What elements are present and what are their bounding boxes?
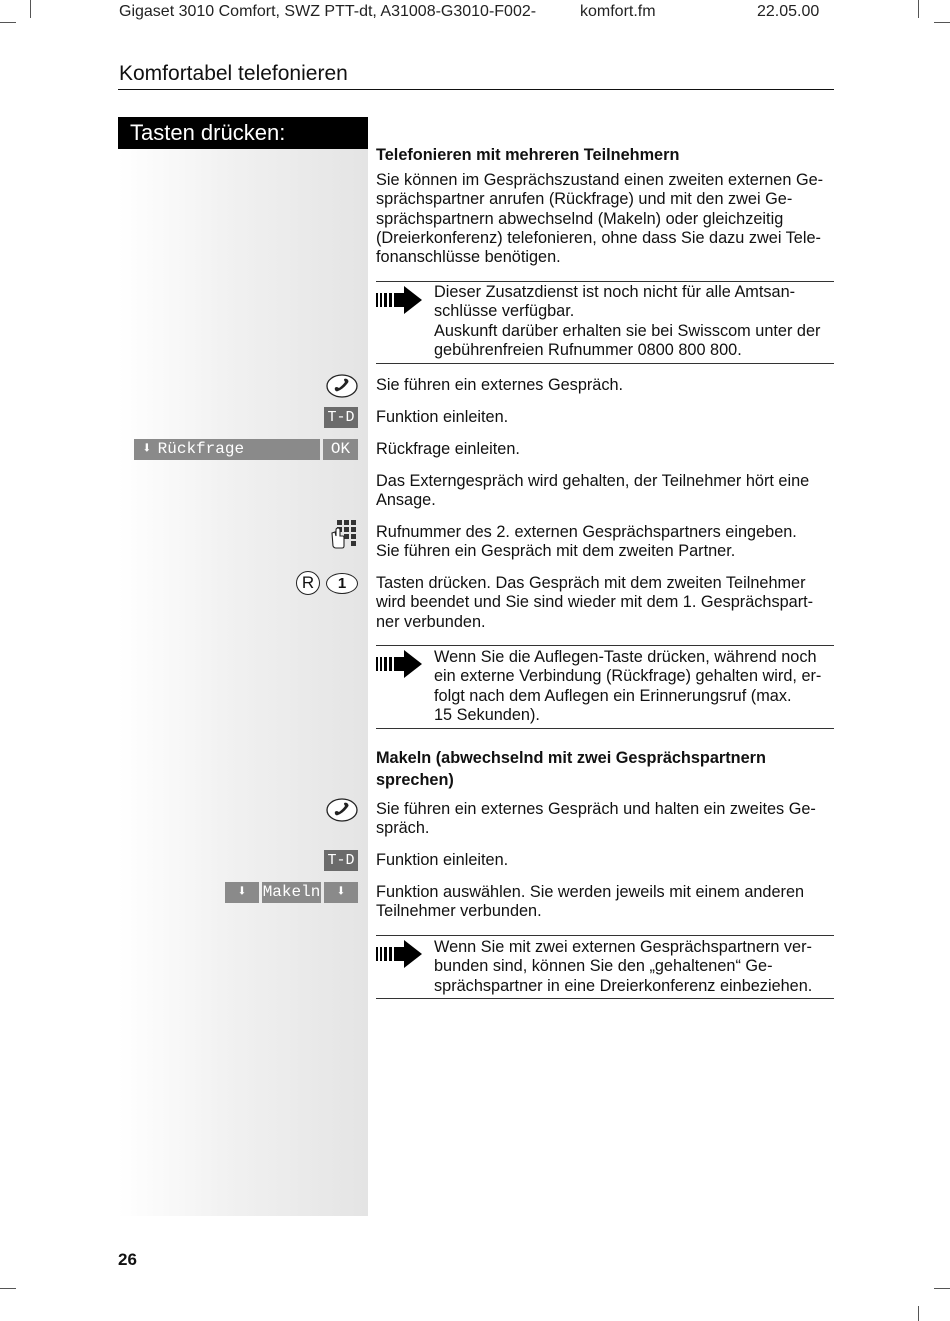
intro-paragraph: [376, 171, 834, 267]
text-line: gebührenfreien Rufnummer 0800 800 800.: [434, 340, 742, 359]
keypad-icon: [330, 519, 358, 549]
section-heading: Telefonieren mit mehreren Teilnehmern: [376, 146, 680, 164]
text-line: sprächspartner in eine Dreierkonferenz einbeziehen.: [434, 976, 813, 995]
note-rule-top: [376, 935, 834, 936]
crop-mark: [934, 1288, 950, 1289]
page-title: Komfortabel telefonieren: [119, 62, 348, 85]
key-sidebar: [118, 117, 368, 1216]
handset-key-icon: [326, 374, 358, 398]
text-line: sprächspartnern abwechselnd (Makeln) oder gleichzeitig: [376, 209, 784, 228]
text-line: bunden sind, können Sie den „gehaltenen“ Ge-: [434, 957, 773, 976]
text-line: Auskunft darüber erhalten sie bei Swisscom unter der: [434, 321, 821, 340]
title-rule: [118, 89, 834, 90]
text-line: fonanschlüsse benötigen.: [376, 248, 561, 267]
text-line: Funktion auswählen. Sie werden jeweils mit einem anderen: [376, 883, 805, 901]
step-text: [376, 574, 834, 632]
header-date: 22.05.00: [757, 3, 820, 20]
header-file-info: Gigaset 3010 Comfort, SWZ PTT-dt, A31008-G3010-F002-: [119, 3, 537, 20]
text-line: schlüsse verfügbar.: [434, 302, 575, 321]
crop-mark: [0, 22, 16, 23]
td-key: T-D: [324, 407, 358, 428]
down-arrow-icon: ⬇: [324, 882, 358, 903]
text-line: Dieser Zusatzdienst ist noch nicht für alle Amtsan-: [434, 283, 796, 301]
section-heading: [376, 748, 834, 791]
display-rueckfrage: [134, 439, 320, 460]
text-line: Sie führen ein externes Gespräch und halten ein zweites Ge-: [376, 800, 816, 818]
text-line: (Dreierkonferenz) telefonieren, ohne dass Sie dazu zwei Tele-: [376, 228, 821, 247]
text-line: folgt nach dem Auflegen ein Erinnerungsruf (max.: [434, 686, 792, 705]
note-rule-top: [376, 645, 834, 646]
handset-key-icon: [326, 798, 358, 822]
text-line: Wenn Sie die Auflegen-Taste drücken, während noch: [434, 648, 817, 666]
display-label: Rückfrage: [157, 440, 245, 458]
one-key: 1: [326, 573, 358, 594]
note-rule-top: [376, 281, 834, 282]
crop-mark: [934, 22, 950, 23]
text-line: Makeln (abwechselnd mit zwei Gesprächspartnern: [376, 749, 766, 767]
crop-mark: [0, 1288, 16, 1289]
note-arrow-icon: [376, 286, 422, 314]
down-arrow-icon: ⬇: [225, 882, 259, 903]
text-line: Sie können im Gesprächszustand einen zweiten externen Ge-: [376, 171, 824, 189]
text-line: sprechen): [376, 770, 454, 789]
step-text: [376, 800, 834, 839]
text-line: Ansage.: [376, 491, 436, 510]
text-line: Rufnummer des 2. externen Gesprächspartners eingeben.: [376, 523, 797, 541]
crop-mark: [918, 1306, 919, 1321]
display-makeln: Makeln: [262, 883, 321, 901]
step-text: Sie führen ein externes Gespräch.: [376, 376, 624, 394]
crop-mark: [30, 0, 31, 18]
sidebar-title: Tasten drücken:: [118, 117, 368, 149]
page-number: 26: [118, 1250, 137, 1269]
note-rule-bottom: [376, 998, 834, 999]
note-arrow-icon: [376, 940, 422, 968]
text-line: wird beendet und Sie sind wieder mit dem 1. Gesprächspart-: [376, 593, 814, 612]
step-text: Funktion einleiten.: [376, 851, 509, 869]
step-text: [376, 523, 834, 562]
td-key: T-D: [324, 850, 358, 871]
note-text: [434, 648, 836, 725]
r-key: R: [296, 571, 320, 595]
text-line: Tasten drücken. Das Gespräch mit dem zweiten Teilnehmer: [376, 574, 806, 592]
text-line: 15 Sekunden).: [434, 705, 540, 724]
step-text: [376, 883, 834, 922]
text-line: Wenn Sie mit zwei externen Gesprächspartnern ver-: [434, 938, 812, 956]
ok-key: OK: [323, 439, 358, 460]
note-rule-bottom: [376, 728, 834, 729]
step-text: [376, 472, 834, 511]
text-line: ner verbunden.: [376, 612, 486, 631]
note-text: [434, 283, 836, 360]
header-file-name: komfort.fm: [580, 3, 656, 20]
down-arrow-icon: ⬇: [142, 440, 152, 458]
note-rule-bottom: [376, 363, 834, 364]
text-line: sprächspartner anrufen (Rückfrage) und mit den zwei Ge-: [376, 190, 793, 209]
step-text: Rückfrage einleiten.: [376, 440, 520, 458]
crop-mark: [918, 0, 919, 18]
text-line: ein externe Verbindung (Rückfrage) gehalten wird, er-: [434, 667, 822, 686]
note-text: [434, 938, 836, 996]
text-line: spräch.: [376, 819, 430, 838]
note-arrow-icon: [376, 650, 422, 678]
text-line: Das Externgespräch wird gehalten, der Teilnehmer hört eine: [376, 472, 810, 490]
step-text: Funktion einleiten.: [376, 408, 509, 426]
text-line: Teilnehmer verbunden.: [376, 902, 542, 921]
text-line: Sie führen ein Gespräch mit dem zweiten Partner.: [376, 542, 736, 561]
